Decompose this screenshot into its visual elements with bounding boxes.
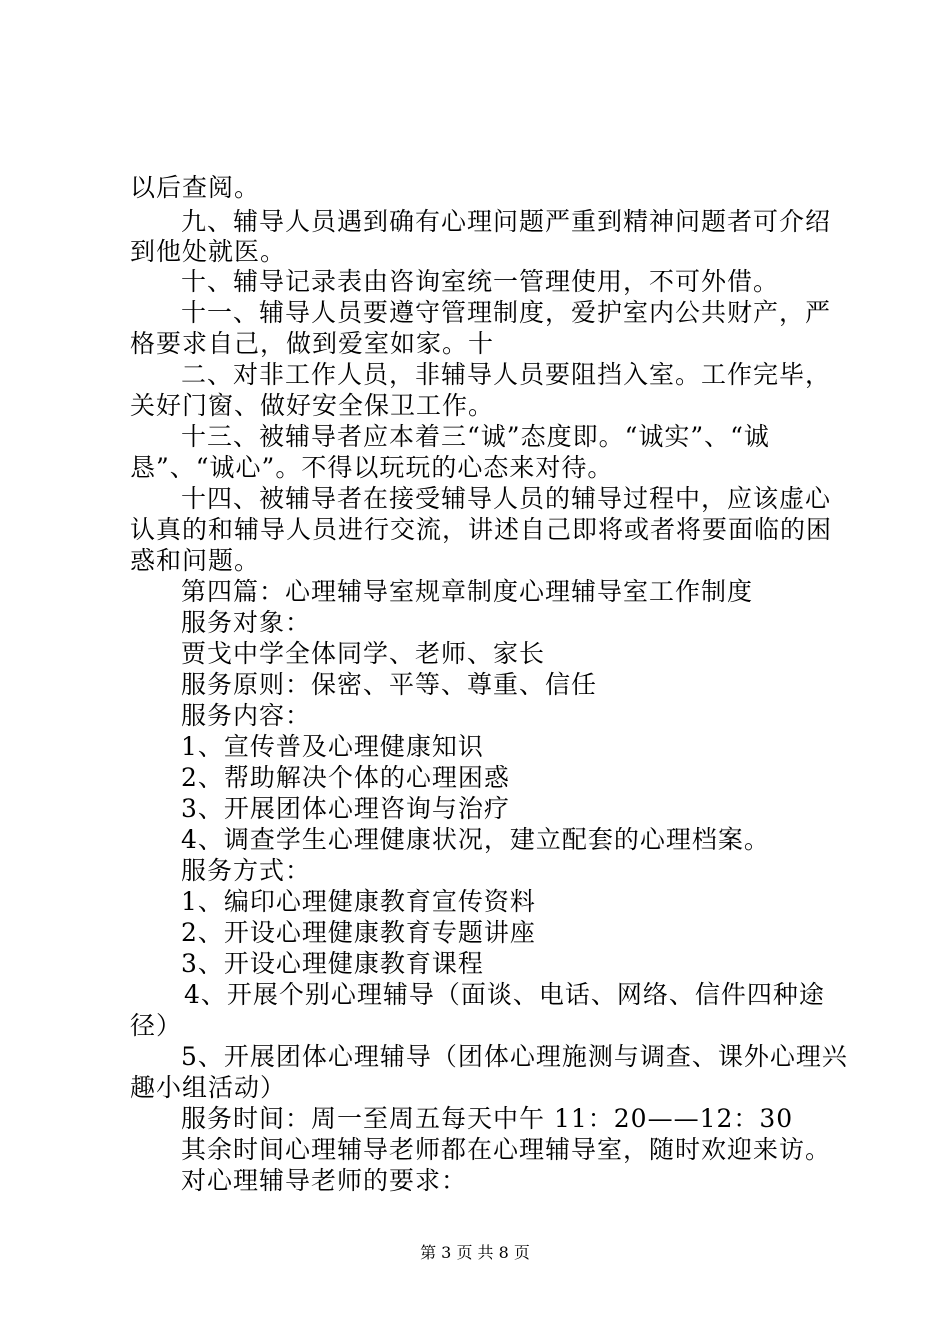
text-line: 到他处就医。 bbox=[130, 237, 287, 266]
text-line: 以后查阅。 bbox=[130, 173, 261, 202]
text-line: 2、开设心理健康教育专题讲座 bbox=[181, 918, 536, 947]
text-line: 对心理辅导老师的要求： bbox=[181, 1166, 468, 1195]
text-line: 3、开展团体心理咨询与治疗 bbox=[181, 794, 510, 823]
text-line: 贾戈中学全体同学、老师、家长 bbox=[181, 639, 546, 668]
text-line: 服务内容： bbox=[181, 701, 312, 730]
text-line: 1、宣传普及心理健康知识 bbox=[181, 732, 484, 761]
text-line: 趣小组活动） bbox=[130, 1073, 287, 1102]
text-line: 服务对象： bbox=[181, 608, 312, 637]
text-line: 十、辅导记录表由咨询室统一管理使用，不可外借。 bbox=[181, 267, 780, 296]
text-line: 十四、被辅导者在接受辅导人员的辅导过程中，应该虚心 bbox=[181, 484, 832, 513]
text-line: 十三、被辅导者应本着三“诚”态度即。“诚实”、“诚 bbox=[181, 422, 770, 451]
text-line: 3、开设心理健康教育课程 bbox=[181, 949, 484, 978]
text-line: 2、帮助解决个体的心理困惑 bbox=[181, 763, 510, 792]
text-line: 服务方式： bbox=[181, 856, 312, 885]
page-number-footer: 第 3 页 共 8 页 bbox=[420, 1243, 530, 1262]
text-line: 4、开展个别心理辅导（面谈、电话、网络、信件四种途 bbox=[184, 980, 825, 1009]
text-line: 关好门窗、做好安全保卫工作。 bbox=[130, 391, 495, 420]
text-line: 恳”、“诚心”。不得以玩玩的心态来对待。 bbox=[130, 453, 614, 482]
text-line: 4、调查学生心理健康状况，建立配套的心理档案。 bbox=[181, 825, 770, 854]
text-line: 径） bbox=[130, 1011, 183, 1040]
section-heading: 第四篇：心理辅导室规章制度心理辅导室工作制度 bbox=[181, 577, 754, 606]
text-line: 十一、辅导人员要遵守管理制度，爱护室内公共财产，严 bbox=[181, 298, 832, 327]
text-line: 二、对非工作人员，非辅导人员要阻挡入室。工作完毕， bbox=[181, 360, 832, 389]
text-line: 5、开展团体心理辅导（团体心理施测与调查、课外心理兴 bbox=[181, 1042, 848, 1071]
text-line: 惑和问题。 bbox=[130, 546, 261, 575]
text-line: 其余时间心理辅导老师都在心理辅导室，随时欢迎来访。 bbox=[181, 1135, 832, 1164]
text-line: 认真的和辅导人员进行交流，讲述自己即将或者将要面临的困 bbox=[130, 515, 833, 544]
text-line: 服务原则：保密、平等、尊重、信任 bbox=[181, 670, 598, 699]
text-line: 服务时间：周一至周五每天中午 11：20——12：30 bbox=[181, 1104, 794, 1133]
text-line: 1、编印心理健康教育宣传资料 bbox=[181, 887, 536, 916]
text-line: 九、辅导人员遇到确有心理问题严重到精神问题者可介绍 bbox=[181, 207, 832, 236]
text-line: 格要求自己，做到爱室如家。十 bbox=[130, 329, 495, 358]
